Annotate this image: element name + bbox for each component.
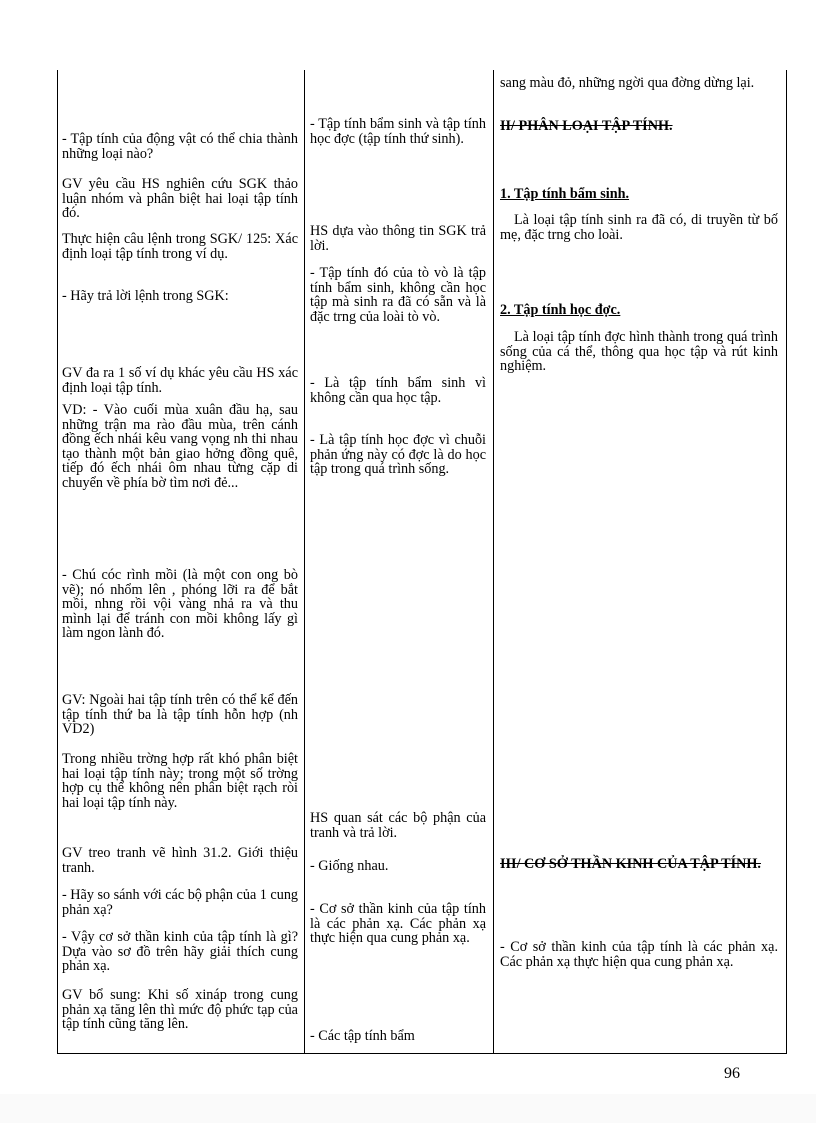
col3-neural-basis-statement: - Cơ sở thần kinh của tập tính là các phản xạ. Các phản xạ thực hiện qua cung phản xạ. <box>500 939 778 970</box>
col2-wasp-innate: - Tập tính đó của tò vò là tập tính bẩm sinh, không cần học tập mà sinh ra đã có sẵn và là đặc trng của loài tò vò. <box>310 265 486 325</box>
table-border-col2 <box>493 70 494 1054</box>
col3-innate-definition: Là loại tập tính sinh ra đã có, di truyền từ bố mẹ, đặc trng cho loài. <box>500 212 778 243</box>
col2-innate-continued: - Các tập tính bẩm <box>310 1028 415 1044</box>
col1-gv-examples: GV đa ra 1 số ví dụ khác yêu cầu HS xác định loại tập tính. <box>62 365 298 396</box>
col1-neural-basis-question: - Vậy cơ sở thần kinh của tập tính là gì? Dựa vào sơ đồ trên hãy giải thích cung phản xạ. <box>62 929 298 974</box>
table-border-bottom <box>57 1053 787 1054</box>
col3-heading-neural-basis: III/ CƠ SỞ THẦN KINH CỦA TẬP TÍNH. <box>500 856 761 872</box>
col1-hard-to-distinguish: Trong nhiều trờng hợp rất khó phân biệt hai loại tập tính này; trong một số trờng hợp cụ thể không nên phân biệt rạch ròi hai loại tập tính này. <box>62 751 298 811</box>
col2-innate-no-learning: - Là tập tính bẩm sinh vì không cần qua học tập. <box>310 375 486 406</box>
col1-hang-picture: GV treo tranh vẽ hình 31.2. Giới thiệu tranh. <box>62 845 298 876</box>
col1-compare-reflex: - Hãy so sánh với các bộ phận của 1 cung phản xạ? <box>62 887 299 918</box>
col1-gv-request: GV yêu cầu HS nghiên cứu SGK thảo luận nhóm và phân biệt hai loại tập tính đó. <box>62 176 298 221</box>
table-border-right <box>786 70 787 1054</box>
col2-observe-picture: HS quan sát các bộ phận của tranh và trả lời. <box>310 810 486 841</box>
col1-gv-supplement: GV bổ sung: Khi số xináp trong cung phản xạ tăng lên thì mức độ phức tạp của tập tính cũng tăng lên. <box>62 987 298 1032</box>
col2-hs-answer: HS dựa vào thông tin SGK trả lời. <box>310 223 486 254</box>
col1-mixed-behavior: GV: Ngoài hai tập tính trên có thể kể đến tập tính thứ ba là tập tính hỗn hợp (nh VD2) <box>62 692 298 737</box>
col2-learned: - Là tập tính học đợc vì chuỗi phản ứng này có đợc là do học tập trong quá trình sống. <box>310 432 486 477</box>
col3-heading-innate: 1. Tập tính bẩm sinh. <box>500 186 630 202</box>
col2-two-types: - Tập tính bẩm sinh và tập tính học đợc (tập tính thứ sinh). <box>310 116 486 147</box>
col3-learned-definition: Là loại tập tính đợc hình thành trong quá trình sống của cá thể, thông qua học tập và rút kinh nghiệm. <box>500 329 778 374</box>
col2-similar: - Giống nhau. <box>310 858 389 874</box>
col3-heading-learned: 2. Tập tính học đợc. <box>500 302 621 318</box>
page-bottom-band <box>0 1094 816 1123</box>
table-border-col1 <box>304 70 305 1054</box>
col1-task-sgk: Thực hiện câu lệnh trong SGK/ 125: Xác định loại tập tính trong ví dụ. <box>62 231 298 262</box>
col2-neural-basis: - Cơ sở thần kinh của tập tính là các phản xạ. Các phản xạ thực hiện qua cung phản xạ. <box>310 901 486 946</box>
col1-example-frogs: VD: - Vào cuối mùa xuân đầu hạ, sau những trận ma rào đầu mùa, trên cánh đồng ếch nhái kêu vang vọng nh thi nhau tạo thành một bản giao hởng đồng quê, tiếp đó ếch nhái ôm nhau từng cặp di chuyển về phía bờ tìm nơi đẻ... <box>62 402 298 491</box>
page-number: 96 <box>724 1065 740 1082</box>
table-border-left <box>57 70 58 1054</box>
col3-red-light: sang màu đỏ, những ngời qua đờng dừng lại. <box>500 75 755 91</box>
col1-answer-prompt: - Hãy trả lời lệnh trong SGK: <box>62 288 229 304</box>
col1-question-types: - Tập tính của động vật có thể chia thành những loại nào? <box>62 131 298 162</box>
col3-heading-classification: II/ PHÂN LOẠI TẬP TÍNH. <box>500 118 673 134</box>
col1-example-toad: - Chú cóc rình mồi (là một con ong bò vẽ); nó nhổm lên , phóng lỡi ra để bắt mồi, nhng rồi vội vàng nhả ra và thu mình lại để tránh con mồi không lấy gì làm ngon lành đó. <box>62 567 298 641</box>
